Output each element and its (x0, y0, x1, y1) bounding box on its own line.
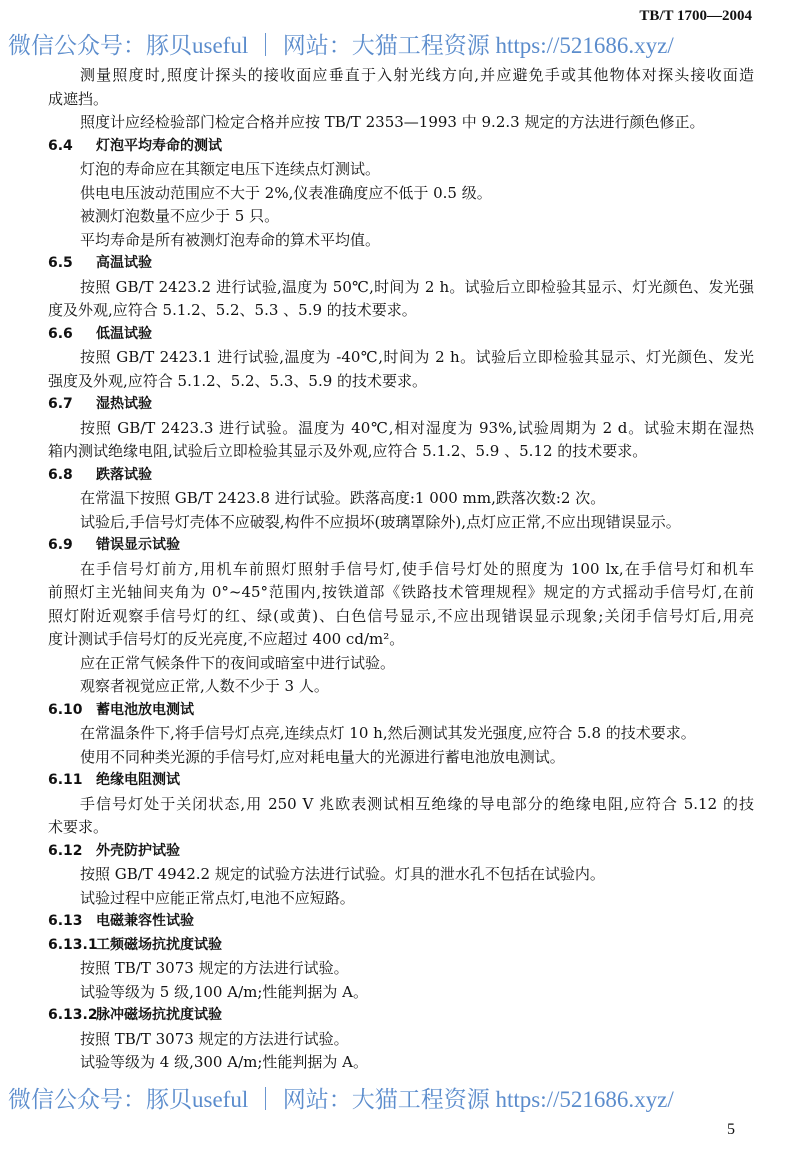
section-title: 工频磁场抗扰度试验 (96, 936, 222, 953)
section-heading (48, 135, 754, 159)
section-title: 低温试验 (96, 325, 152, 342)
paragraph (48, 417, 754, 464)
section-number: 6.5 (48, 255, 73, 271)
section-heading (48, 840, 754, 864)
text-line: 平均寿命是所有被测灯泡寿命的算术平均值。 (80, 230, 381, 249)
text-line: 按照 TB/T 3073 规定的方法进行试验。 (80, 959, 349, 977)
section-title: 蓄电池放电测试 (96, 701, 194, 718)
text-line: 供电电压波动范围应不大于 2%,仪表准确度应不低于 0.5 级。 (80, 183, 492, 202)
text-line: 前照灯主光轴间夹角为 0°~45°范围内,按铁道部《铁路技术管理规程》规定的方式摇动手信号灯,在前 (48, 583, 754, 601)
section-title: 错误显示试验 (96, 537, 180, 553)
text-line: 手信号灯处于关闭状态,用 250 V 兆欧表测试相互绝缘的导电部分的绝缘电阻,应符合 5.12 的技 (80, 794, 754, 813)
paragraph (48, 182, 754, 206)
paragraph (48, 64, 754, 111)
text-line: 箱内测试绝缘电阻,试验后立即检验其显示及外观,应符合 5.1.2、5.9 、5.12 的技术要求。 (48, 442, 648, 460)
paragraph (48, 487, 754, 511)
paragraph (48, 863, 754, 887)
section-title: 脉冲磁场抗扰度试验 (96, 1007, 222, 1023)
section-title: 电磁兼容性试验 (96, 913, 194, 929)
text-line: 试验过程中应能正常点灯,电池不应短路。 (80, 888, 355, 907)
section-number: 6.9 (48, 537, 73, 553)
watermark-bottom: 微信公众号：豚贝useful ｜ 网站：大猫工程资源 https://521686.xyz/ (8, 1087, 674, 1112)
paragraph (48, 111, 754, 135)
text-line: 按照 GB/T 2423.3 进行试验。温度为 40℃,相对湿度为 93%,试验周期为 2 d。试验末期在湿热 (80, 418, 754, 437)
paragraph (48, 511, 754, 535)
text-line: 在手信号灯前方,用机车前照灯照射手信号灯,使手信号灯处的照度为 100 lx,在手信号灯和机车 (80, 559, 754, 578)
section-number: 6.4 (48, 137, 73, 154)
text-line: 强度及外观,应符合 5.1.2、5.2、5.3、5.9 的技术要求。 (48, 371, 428, 390)
section-heading (48, 769, 754, 793)
section-number: 6.13 (48, 913, 83, 929)
paragraph (48, 675, 754, 699)
section-title: 灯泡平均寿命的测试 (96, 137, 222, 154)
text-line: 照度计应经检验部门检定合格并应按 TB/T 2353—1993 中 9.2.3 规定的方法进行颜色修正。 (80, 113, 705, 131)
section-number: 6.12 (48, 842, 83, 859)
section-title: 外壳防护试验 (96, 842, 180, 859)
section-number: 6.10 (48, 701, 83, 718)
section-heading (48, 534, 754, 558)
section-heading (48, 323, 754, 347)
section-number: 6.6 (48, 325, 73, 342)
section-number: 6.8 (48, 466, 73, 483)
paragraph (48, 722, 754, 746)
section-number: 6.13.2 (48, 1007, 98, 1023)
section-heading (48, 699, 754, 723)
watermark-top: 微信公众号：豚贝useful ｜ 网站：大猫工程资源 https://521686.xyz/ (8, 33, 674, 58)
standard-number-header: TB/T 1700—2004 (639, 8, 752, 24)
paragraph (48, 1051, 754, 1075)
section-heading (48, 252, 754, 276)
document-body (48, 64, 754, 1075)
section-title: 高温试验 (96, 255, 152, 271)
text-line: 成遮挡。 (48, 89, 109, 108)
paragraph (48, 229, 754, 253)
text-line: 按照 TB/T 3073 规定的方法进行试验。 (80, 1029, 349, 1048)
text-line: 术要求。 (48, 818, 109, 836)
text-line: 度计测试手信号灯的反光亮度,不应超过 400 cd/m²。 (48, 630, 405, 648)
section-title: 湿热试验 (96, 396, 152, 412)
text-line: 试验等级为 4 级,300 A/m;性能判据为 A。 (80, 1053, 369, 1071)
text-line: 使用不同种类光源的手信号灯,应对耗电量大的光源进行蓄电池放电测试。 (80, 747, 565, 766)
paragraph (48, 205, 754, 229)
section-title: 绝缘电阻测试 (96, 772, 180, 788)
section-heading (48, 1004, 754, 1028)
text-line: 按照 GB/T 2423.2 进行试验,温度为 50℃,时间为 2 h。试验后立即检验其显示、灯光颜色、发光强 (80, 277, 754, 296)
section-number: 6.13.1 (48, 936, 98, 953)
text-line: 试验后,手信号灯壳体不应破裂,构件不应损坏(玻璃罩除外),点灯应正常,不应出现错误显示。 (80, 512, 681, 531)
paragraph (48, 558, 754, 652)
text-line: 在常温条件下,将手信号灯点亮,连续点灯 10 h,然后测试其发光强度,应符合 5.8 的技术要求。 (80, 724, 696, 742)
text-line: 被测灯泡数量不应少于 5 只。 (80, 207, 280, 225)
text-line: 观察者视觉应正常,人数不少于 3 人。 (80, 677, 329, 695)
section-heading (48, 934, 754, 958)
paragraph (48, 887, 754, 911)
text-line: 灯泡的寿命应在其额定电压下连续点灯测试。 (80, 160, 381, 178)
text-line: 照灯附近观察手信号灯的红、绿(或黄)、白色信号显示,不应出现错误显示现象;关闭手信号灯后,用亮 (48, 606, 754, 625)
text-line: 按照 GB/T 4942.2 规定的试验方法进行试验。灯具的泄水孔不包括在试验内。 (80, 865, 605, 883)
section-heading (48, 393, 754, 417)
text-line: 测量照度时,照度计探头的接收面应垂直于入射光线方向,并应避免手或其他物体对探头接收面造 (80, 66, 754, 84)
paragraph (48, 652, 754, 676)
section-number: 6.11 (48, 772, 83, 788)
paragraph (48, 346, 754, 393)
paragraph (48, 1028, 754, 1052)
text-line: 应在正常气候条件下的夜间或暗室中进行试验。 (80, 653, 396, 672)
text-line: 度及外观,应符合 5.1.2、5.2、5.3 、5.9 的技术要求。 (48, 301, 417, 319)
section-heading (48, 910, 754, 934)
text-line: 试验等级为 5 级,100 A/m;性能判据为 A。 (80, 982, 369, 1001)
paragraph (48, 957, 754, 981)
paragraph (48, 793, 754, 840)
section-number: 6.7 (48, 396, 73, 412)
section-heading (48, 464, 754, 488)
text-line: 按照 GB/T 2423.1 进行试验,温度为 -40℃,时间为 2 h。试验后立即检验其显示、灯光颜色、发光 (80, 348, 754, 366)
paragraph (48, 158, 754, 182)
page-number: 5 (727, 1121, 735, 1138)
paragraph (48, 981, 754, 1005)
text-line: 在常温下按照 GB/T 2423.8 进行试验。跌落高度:1 000 mm,跌落次数:2 次。 (80, 489, 606, 507)
section-title: 跌落试验 (96, 466, 152, 483)
paragraph (48, 276, 754, 323)
paragraph (48, 746, 754, 770)
